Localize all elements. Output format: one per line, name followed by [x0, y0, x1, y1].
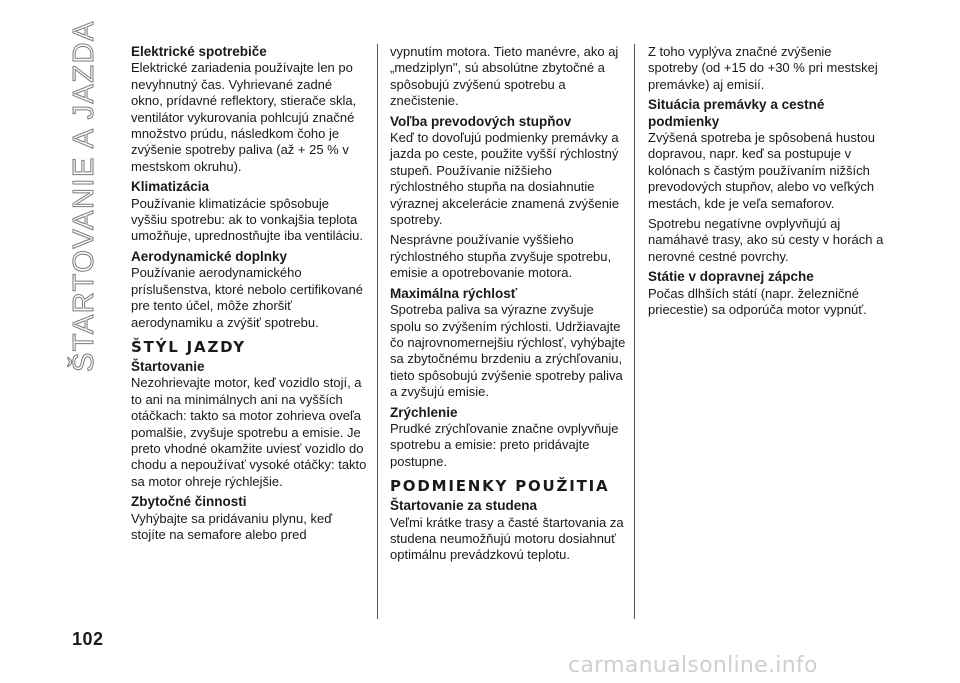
section-text: Keď to dovoľujú podmienky premávky a jazda po ceste, použite vyšší rýchlostný stupeň. Používanie nižšieho rýchlostného stupňa na dosiahnutie výraznej akcelerácie znamená zvýšenie spotreby.: [390, 130, 620, 228]
chapter-side-title: ŠTARTOVANIE A JAZDA: [68, 20, 100, 372]
watermark-link[interactable]: carmanualsonline.info: [568, 653, 818, 678]
section-text: Nezohrievajte motor, keď vozidlo stojí, a to ani na minimálnych ani na vyšších otáčkach: takto sa motor zohrieva oveľa pomalšie, zvyšuje spotrebu a emisie. Je preto vhodné okamžite uviesť vozidlo do chodu a nepoužívať vysoké otáčky: takto sa motor ohreje rýchlejšie.: [131, 375, 367, 489]
section-heading: Maximálna rýchlosť: [390, 285, 518, 301]
section-text: Elektrické zariadenia používajte len po nevyhnutný čas. Vyhrievané zadné okno, prídavné reflektory, stierače skla, ventilátor vykurovania pohlcujú značné množstvo prúdu, následkom čoho je zvýšenie spotreby paliva (až + 25 % v mestskom okruhu).: [131, 60, 357, 174]
text-column-2: [390, 44, 626, 568]
section-traffic-and-road-conditions: [648, 97, 884, 265]
text-column-3: [648, 44, 884, 323]
page-number: 102: [72, 629, 104, 649]
section-text: Spotreba paliva sa výrazne zvyšuje spolu so zvýšením rýchlosti. Udržiavajte čo najrovnomernejšiu rýchlosť, vyhýbajte sa zbytočnému brzdeniu a zrýchľovaniu, tieto spôsobujú zvýšenie spotreby paliva a zvyšujú emisie.: [390, 302, 626, 400]
section-maximum-speed: [390, 286, 626, 401]
section-heading: Státie v dopravnej zápche: [648, 269, 814, 285]
section-text: Používanie aerodynamického príslušenstva, ktoré nebolo certifikované pre tento účel, môže zhoršiť aerodynamiku a zvýšiť spotrebu.: [131, 265, 363, 330]
section-text: Veľmi krátke trasy a časté štartovania za studena neumožňujú motoru dosiahnuť optimálnu prevádzkovú teplotu.: [390, 514, 624, 563]
section-text: Zvýšená spotreba je spôsobená hustou dopravou, napr. keď sa postupuje v kolónach s častým používaním nižších prevodových stupňov, alebo vo veľkých mestách, kde je veľa semaforov.: [648, 130, 875, 211]
section-heading: Štartovanie: [131, 358, 205, 374]
continued-text: Z toho vyplýva značné zvýšenie spotreby (od +15 do +30 % pri mestskej premávke) aj emisií.: [648, 44, 878, 92]
section-heading: Klimatizácia: [131, 179, 210, 195]
section-text: Používanie klimatizácie spôsobuje vyššiu spotrebu: ak to vonkajšia teplota umožňuje, uprednostňujte iba ventiláciu.: [131, 195, 363, 244]
major-heading-driving-style: ŠTÝL JAZDY: [131, 337, 246, 356]
section-heading: Elektrické spotrebiče: [131, 44, 267, 59]
section-aerodynamic-accessories: [131, 249, 367, 331]
section-cold-start: [390, 498, 626, 564]
column-divider: [634, 44, 635, 619]
section-heading: Situácia premávky a cestné podmienky: [648, 97, 825, 129]
section-traffic-jam-standing: [648, 269, 884, 318]
section-acceleration: [390, 405, 626, 471]
section-air-conditioning: [131, 179, 367, 245]
continued-text: vypnutím motora. Tieto manévre, ako aj „medziplyn", sú absolútne zbytočné a spôsobujú zvýšenú spotrebu a znečistenie.: [390, 44, 619, 109]
section-text: Prudké zrýchľovanie značne ovplyvňuje spotrebu a emisie: preto pridávajte postupne.: [390, 420, 619, 469]
section-text: Nesprávne používanie vyššieho rýchlostného stupňa zvyšuje spotrebu, emisie a opotrebovanie motora.: [390, 232, 612, 281]
section-heading: Zrýchlenie: [390, 404, 458, 420]
section-starting: [131, 359, 367, 490]
section-text: Spotrebu negatívne ovplyvňujú aj namáhavé trasy, ako sú cesty v horách a nerovné cestné povrchy.: [648, 216, 884, 264]
column-divider: [377, 44, 378, 619]
major-heading-conditions-of-use: PODMIENKY POUŽITIA: [390, 477, 610, 496]
text-column-1: [131, 44, 367, 547]
section-electric-consumers: [131, 44, 367, 175]
section-gear-selection: [390, 114, 626, 282]
section-text: Počas dlhších státí (napr. železničné priecestie) sa odporúča motor vypnúť.: [648, 285, 867, 318]
section-unnecessary-actions: [131, 494, 367, 543]
section-heading: Zbytočné činnosti: [131, 494, 247, 510]
section-heading: Voľba prevodových stupňov: [390, 113, 572, 129]
section-heading: Štartovanie za studena: [390, 498, 538, 514]
section-heading: Aerodynamické doplnky: [131, 248, 288, 264]
section-text: Vyhýbajte sa pridávaniu plynu, keď stojíte na semafore alebo pred: [131, 510, 333, 542]
